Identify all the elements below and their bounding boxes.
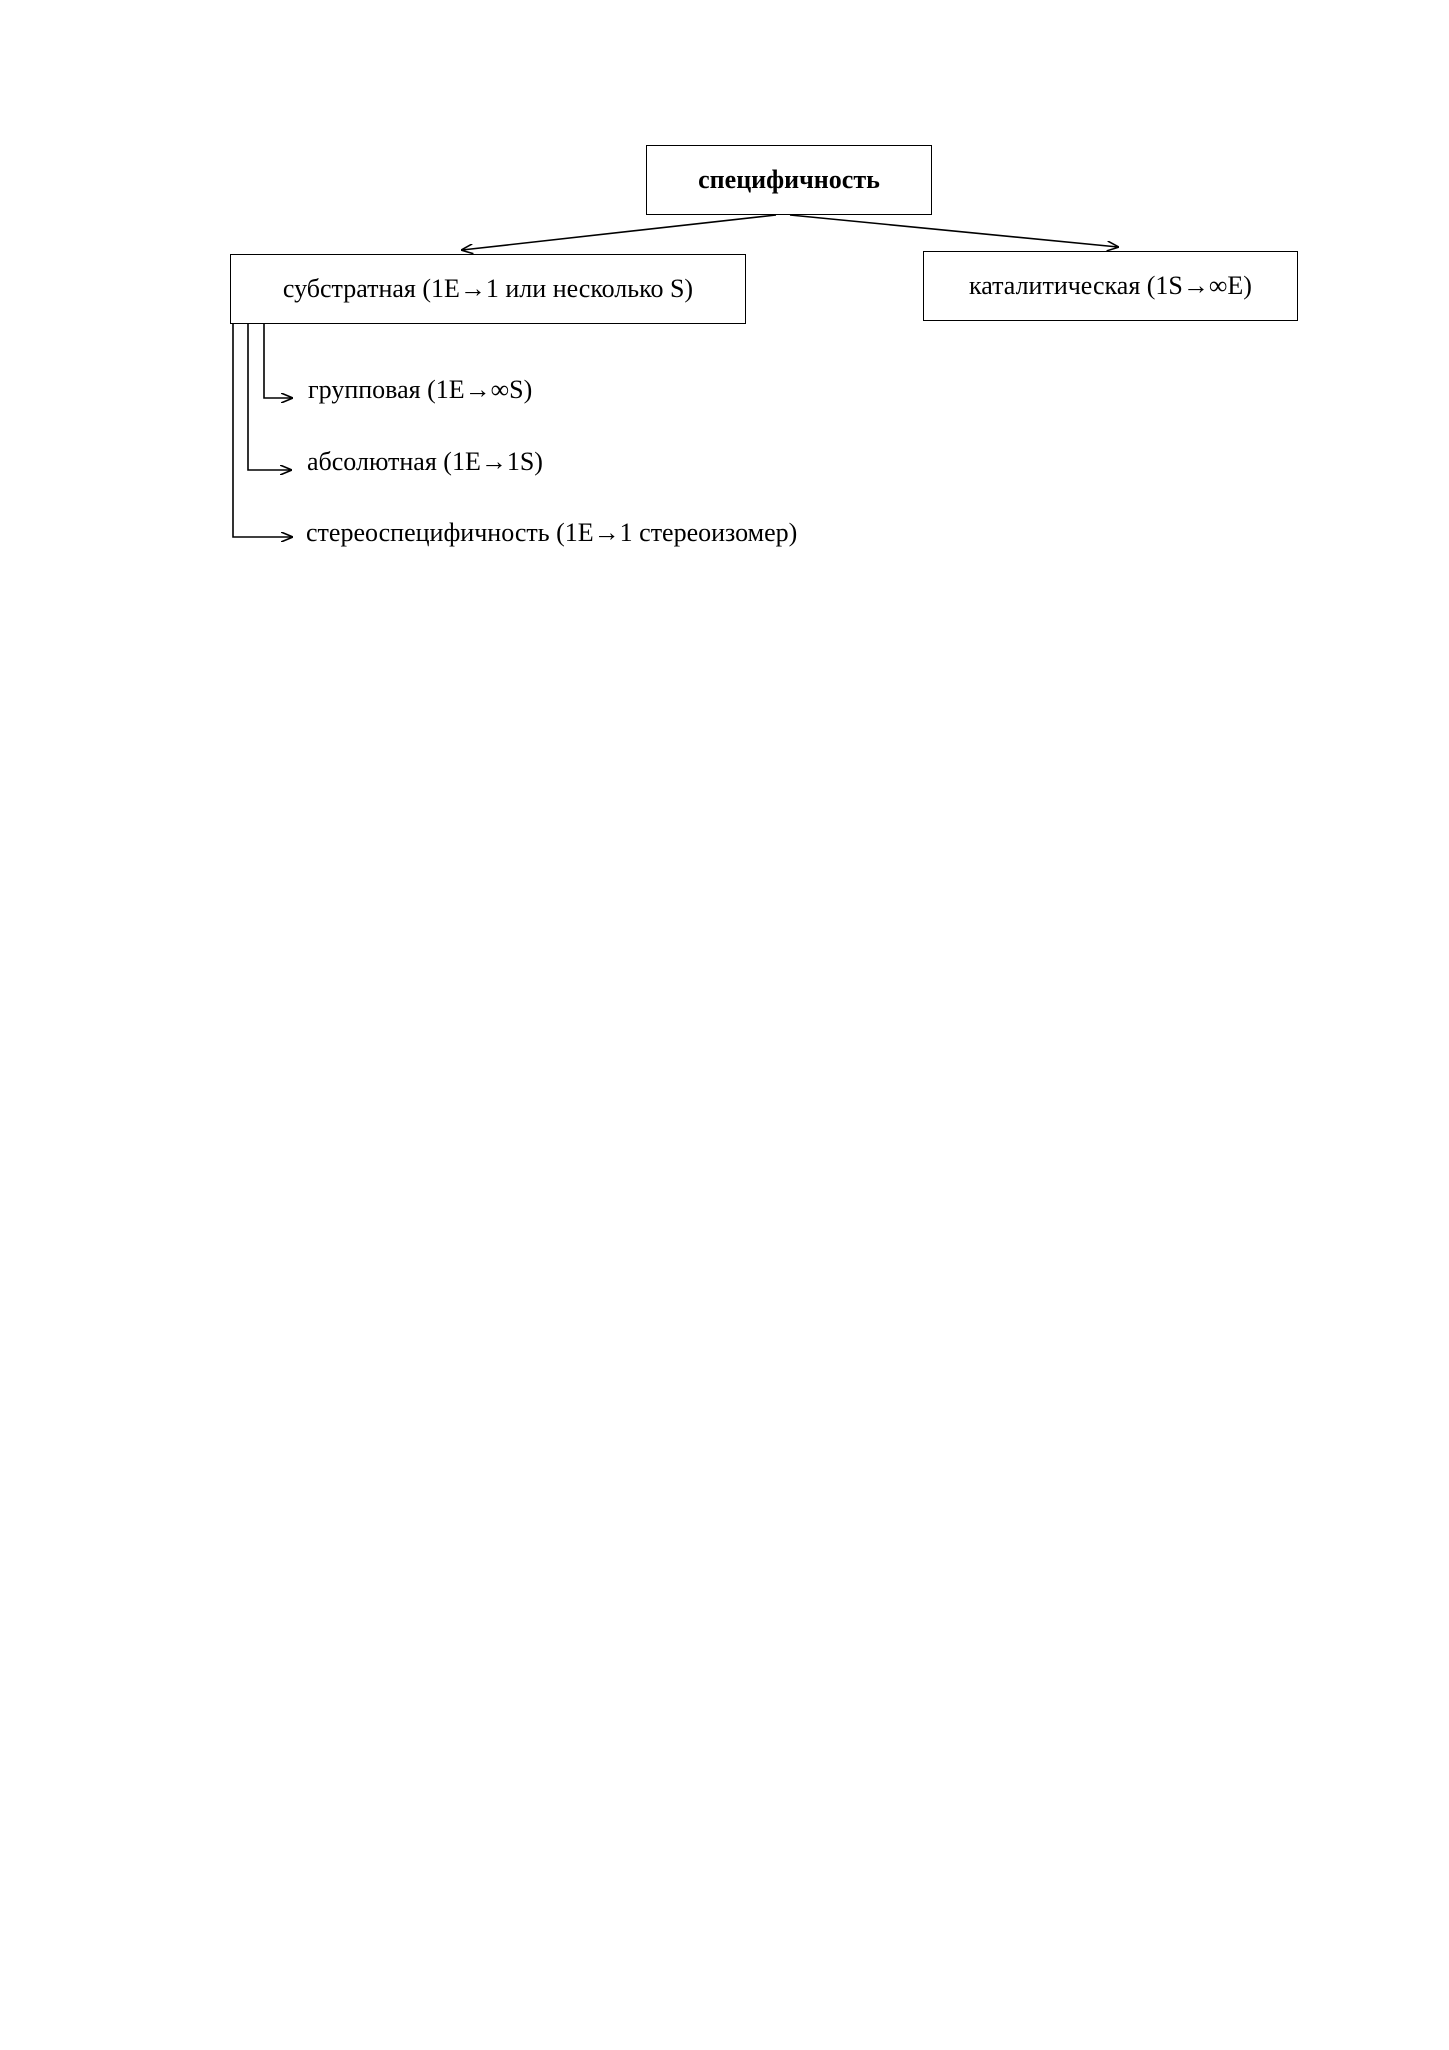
arrow-root-to-catalytic (790, 215, 1118, 247)
arrow-to-absolute (248, 324, 291, 470)
substrate-node-label: субстратная (1E→1 или несколько S) (282, 274, 694, 303)
arrow-to-stereo (233, 324, 292, 537)
catalytic-node-label: каталитическая (1S→∞E) (969, 271, 1252, 300)
root-node-specificity (646, 145, 932, 215)
arrow-to-group (264, 324, 292, 398)
arrow-root-to-substrate (462, 215, 776, 250)
subtype-group: групповая (1E→∞S) (308, 375, 533, 404)
node-catalytic-specificity (923, 251, 1298, 321)
node-substrate-specificity (230, 254, 746, 324)
subtype-absolute: абсолютная (1E→1S) (307, 447, 543, 476)
root-node-label: специфичность (698, 165, 880, 194)
subtype-stereospecificity: стереоспецифичность (1E→1 стереоизомер) (306, 518, 798, 547)
